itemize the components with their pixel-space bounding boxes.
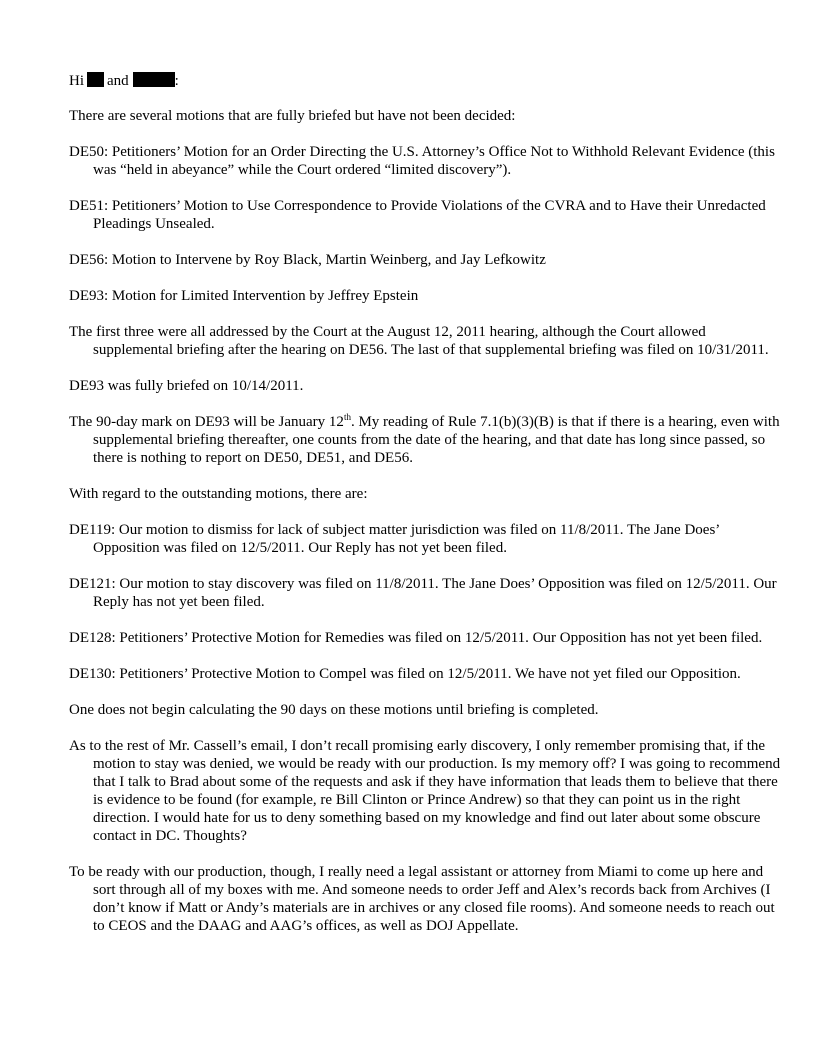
motion-de93: DE93: Motion for Limited Intervention by Jeffrey Epstein <box>69 288 419 304</box>
ninety-day-paragraph <box>69 413 781 467</box>
ordinal-superscript: th <box>343 412 351 422</box>
greeting-hi: Hi <box>69 73 84 89</box>
motion-de50: DE50: Petitioners’ Motion for an Order Directing the U.S. Attorney’s Office Not to Withhold Relevant Evidence (this was “held in abeyance” while the Court ordered “limited discovery”). <box>69 144 775 178</box>
first-three-paragraph: The first three were all addressed by the Court at the August 12, 2011 hearing, although the Court allowed supplemental briefing after the hearing on DE56. The last of that supplemental briefing was filed on 10/31/2011. <box>69 324 769 358</box>
redaction-box-2 <box>133 72 175 87</box>
cassell-paragraph: As to the rest of Mr. Cassell’s email, I don’t recall promising early discovery, I only remember promising that, if the motion to stay was denied, we would be ready with our production. Is my memory off? I was going to recommend that I talk to Brad about some of the requests and ask if they have information that leads them to believe that there is evidence to be found (for example, re Bill Clinton or Prince Andrew) so that they can point us in the right direction. I would hate for us to deny something based on my knowledge and find out later about some obscure contact in DC. Thoughts? <box>69 738 781 844</box>
motion-de121: DE121: Our motion to stay discovery was filed on 11/8/2011. The Jane Does’ Opposition was filed on 12/5/2011. Our Reply has not yet been filed. <box>69 576 777 610</box>
production-paragraph: To be ready with our production, though, I really need a legal assistant or attorney from Miami to come up here and sort through all of my boxes with me. And someone needs to order Jeff and Alex’s records back from Archives (I don’t know if Matt or Andy’s materials are in archives or any closed file rooms). And someone needs to reach out to CEOS and the DAAG and AAG’s offices, as well as DOJ Appellate. <box>69 864 775 934</box>
letter-body <box>69 72 781 953</box>
greeting-and: and <box>107 73 129 89</box>
greeting-colon: : <box>174 73 179 89</box>
motion-de51: DE51: Petitioners’ Motion to Use Correspondence to Provide Violations of the CVRA and to Have their Unredacted Pleadings Unsealed. <box>69 198 766 232</box>
outstanding-paragraph: With regard to the outstanding motions, there are: <box>69 486 368 502</box>
intro-paragraph: There are several motions that are fully briefed but have not been decided: <box>69 108 516 124</box>
calculation-paragraph: One does not begin calculating the 90 days on these motions until briefing is completed. <box>69 702 599 718</box>
de93-briefed-paragraph: DE93 was fully briefed on 10/14/2011. <box>69 378 304 394</box>
ninety-day-text-a: The 90-day mark on DE93 will be January 12 <box>69 414 344 430</box>
motion-de119: DE119: Our motion to dismiss for lack of subject matter jurisdiction was filed on 11/8/2011. The Jane Does’ Opposition was filed on 12/5/2011. Our Reply has not yet been filed. <box>69 522 720 556</box>
motion-de128: DE128: Petitioners’ Protective Motion for Remedies was filed on 12/5/2011. Our Opposition has not yet been filed. <box>69 630 763 646</box>
greeting-line <box>69 72 781 90</box>
redaction-box-1 <box>87 72 104 87</box>
motion-de130: DE130: Petitioners’ Protective Motion to Compel was filed on 12/5/2011. We have not yet filed our Opposition. <box>69 666 741 682</box>
ninety-day-text-b: . My reading of Rule 7.1(b)(3)(B) is that if there is a hearing, even with supplemental briefing thereafter, one counts from the date of the hearing, and that date has long since passed, so there is nothing to report on DE50, DE51, and DE56. <box>93 414 780 466</box>
motion-de56: DE56: Motion to Intervene by Roy Black, Martin Weinberg, and Jay Lefkowitz <box>69 252 546 268</box>
